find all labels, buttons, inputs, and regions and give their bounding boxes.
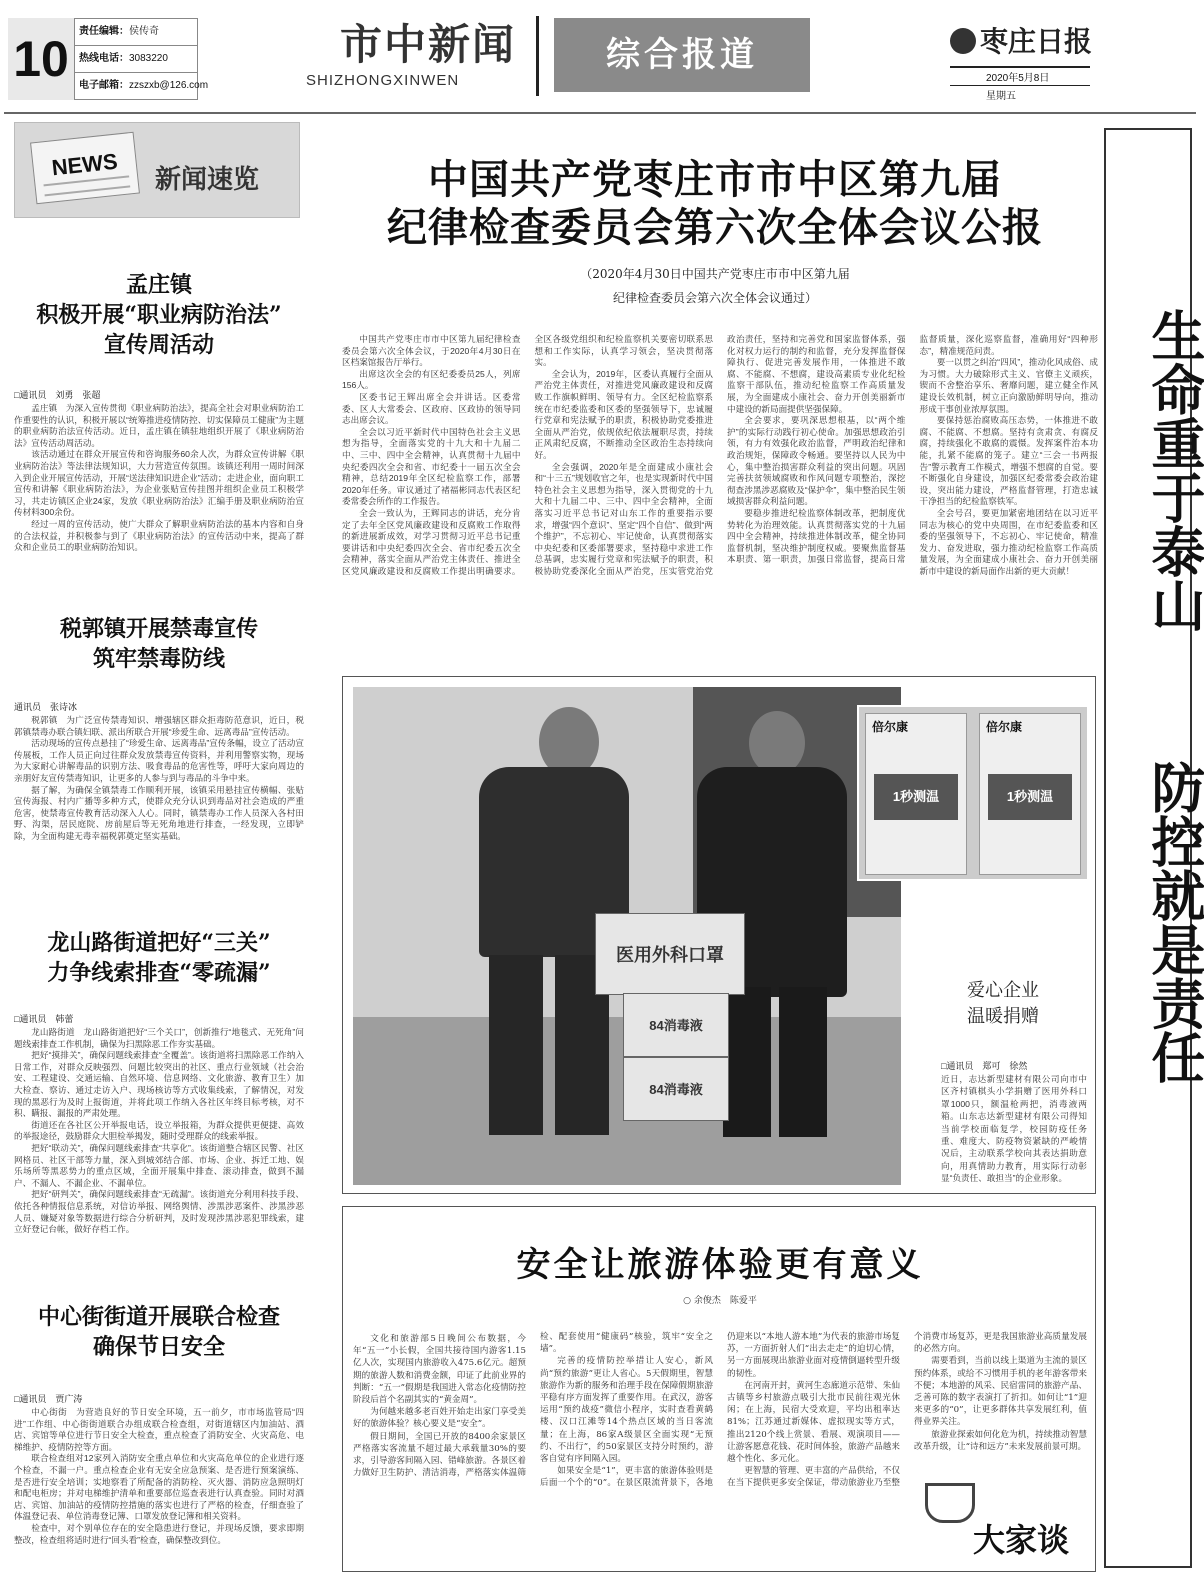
news-badge: NEWS [50, 148, 119, 181]
paragraph: 龙山路街道 龙山路街道把好“三个关口”，创新推行“地毯式、无死角”问题线索排查工作机制，确保为扫黑除恶工作夯实基础。 [14, 1027, 304, 1049]
editor-info-box [74, 18, 209, 100]
photo-caption-body: 近日，志达新型建材有限公司向市中区齐村镇棋头小学捐赠了医用外科口罩1000只，额温枪两把，消毒液两箱。山东志达新型建材有限公司得知当前学校面临复学，校园防疫任务重、难度大、防疫物资紧缺的严峻情况后，主动联系学校向其表达捐助意向，用真情助力教育，用实际行动彰显“负责任、敢担当”的企业形象。 [941, 1074, 1087, 1184]
editor-name: 侯传奇 [129, 26, 159, 37]
slogan-life: 生命重于泰山 [1144, 308, 1204, 632]
paragraph: 活动现场的宣传点悬挂了“珍爱生命、远离毒品”宣传条幅，设立了活动宣传展板，工作人员正向过往群众发放禁毒宣传资料，并利用警察实物，现场为大家耐心讲解毒品的识别方法、吸食毒品的危害性等，呼吁大家向周边的亲朋好友宣传禁毒知识，让更多的人参与到与毒品的斗争中来。 [14, 738, 304, 783]
paragraph: 中国共产党枣庄市市中区第九届纪律检查委员会第六次全体会议，于2020年4月30日在区档案馆报告厅举行。 [342, 334, 521, 368]
news-banner [14, 122, 300, 218]
paragraph: 全会一致认为，王辉同志的讲话，充分肯定了去年全区党风廉政建设和反腐败工作取得的新进展新成效，对学习贯彻习近平总书记重要讲话和中央纪委四次全会、省市纪委五次全会精神，落实全面从严治党主体责任、推进全区党风廉政建设和反腐败工作提出明确要求。全区各级党组织和纪检监察机关要密切联系思想和工作实际，认真学习领会，坚决贯彻落实。 [342, 334, 713, 576]
person-right-head [749, 711, 805, 775]
photo-feature [342, 676, 1096, 1194]
caption-title-line: 温暖捐赠 [967, 1006, 1039, 1026]
left-column [6, 118, 308, 1574]
title-line: 积极开展“职业病防治法” [36, 302, 282, 328]
article-byline: □通讯员 韩蕾 [14, 1014, 74, 1024]
globe-icon [950, 28, 976, 54]
slogan-prevention: 防控就是责任 [1144, 760, 1204, 1084]
paragraph: 把好“摸排关”，确保问题线索排查“全覆盖”。该街道将扫黑除恶工作纳入日常工作，对群众反映强烈、问题比较突出的社区、重点行业领域（社会治安、工程建设、交通运输、自然环境、信息网络、文化旅游、教育卫生）加大检查、察访、通过走访入户、现场核访等方式收集线索，了解情况，对发现的黑恶行为及时上报街道，并将此项工作纳入各社区年终目标考核，对不积、瞒报、漏报的严肃处理。 [14, 1050, 304, 1119]
thermometer-box [865, 713, 967, 875]
title-line: 龙山路街道把好“三关” [47, 930, 271, 956]
date-box [950, 66, 1090, 102]
paragraph: 完善的疫情防控举措让人安心，新风尚“预约旅游”更让人省心。5天假期里，智慧旅游作为新的服务和治理手段在保障假期旅游平稳有序方面发挥了重要作用。在武汉，游客运用“预约战疫”微信小程序，实时查看黄鹤楼、汉口江滩等14个热点区域的当日客流量；在上海，86家A级景区全面实现“无预约、不出行”，约50家景区支持分时预约，游客自觉有序间隔入园。 [540, 1356, 713, 1465]
main-subtitle [480, 262, 950, 310]
headline-line: 纪律检查委员会第六次全体会议公报 [387, 206, 1043, 250]
article-body [14, 403, 304, 553]
paragraph: 中心街街 为营造良好的节日安全环境，五一前夕，市市场监管局“四进”工作组、中心街街道联合办组成联合检查组，对街道辖区内加油站、酒店、宾馆等单位进行节日安全大检查，重点检查了消防安全、火灾高危、电梯维护、疫情防控等方面。 [14, 1407, 304, 1452]
paragraph: 要稳步推进纪检监察体制改革，把制度优势转化为治理效能。认真贯彻落实党的十九届四中全会精神，持续推进体制改革，健全协同监督机制，坚决维护制度权威。要聚焦监督基本职责、第一职责，加强日常监督，提高日常监督质量，深化巡察监督，准确用好“四种形态”，精准规范问责。 [727, 334, 1098, 565]
tourism-title: 安全让旅游体验更有意义 [516, 1245, 924, 1285]
paragraph: 旅游业探索如何化危为机，持续推动智慧改革升级，让“诗和远方”未来发展前景可期。 [914, 1429, 1087, 1452]
article-longshanlu [14, 928, 304, 1259]
newspaper-icon [30, 132, 140, 205]
article-shuiguo [14, 614, 304, 881]
paragraph: 更智慧的管理、更丰富的产品供给，不仅在当下提供更多安全保证，带动旅游业乃至整个消费市场复苏，更是我国旅游业高质量发展的必然方向。 [727, 1332, 1087, 1489]
title-line: 筑牢禁毒防线 [92, 646, 225, 672]
tourism-article [342, 1206, 1096, 1572]
paragraph: 区委书记王辉出席全会并讲话。区委常委、区人大常委会、区政府、区政协的领导同志出席会议。 [342, 391, 521, 426]
photo-caption-title [943, 977, 1063, 1029]
paragraph: 在河南开封，黄河生态廊道示范带、朱仙古镇等乡村旅游点吸引大批市民前往观光休闲；在上海，民宿大受欢迎，平均出租率达81%；江苏通过新媒体、虚拟现实等方式，推出2120个线上赏景、看展、观演项目——让游客愿意花钱、花时间体验，旅游产品越来越个性化、多元化。 [727, 1380, 900, 1465]
paragraph: 出席这次全会的有区纪委委员25人，列席156人。 [342, 368, 521, 391]
main-article-body [342, 334, 1098, 656]
donation-photo [353, 687, 901, 1185]
section-title-cn: 市中新闻 [340, 20, 517, 69]
article-title [14, 928, 304, 988]
paragraph: 把好“联动关”，确保问题线索排查“共享化”。该街道整合辖区民警、社区网格员、社区干部等力量，深入到城郊结合部、市场、企业、拆迁工地、娱乐场所等黑恶势力的重点区域，全面开展集中排查、滚动排查，做到不漏户、不漏人、不漏企业、不漏单位。 [14, 1142, 304, 1188]
thermometer-brand: 倍尔康 [872, 720, 909, 734]
paragraph: 把好“研判关”，确保问题线索排查“无疏漏”。该街道充分利用科技手段、依托各种情报信息系统，对信访举报、网络舆情、涉黑涉恶案件、涉黑涉恶人员、嫌疑对象等数据进行综合分析研判，及时发现涉黑涉恶犯罪线索，建立好登记台帐，做好存档工作。 [14, 1189, 304, 1235]
column-title: 综合报道 [554, 18, 810, 92]
paragraph: 全会认为，2019年，区委认真履行全面从严治党主体责任，对推进党风廉政建设和反腐败工作旗帜鲜明、领导有力。全区纪检监察系统在市纪委监委和区委的坚强领导下，忠诚履行党章和宪法赋予的职责，积极协助党委推进全面从严治党，依规依纪依法履职尽责，持续正风肃纪反腐，不断推动全区政治生态持续向好。 [534, 368, 713, 460]
masthead-divider [536, 16, 539, 96]
paragraph: 为何越来越多老百姓开始走出家门享受美好的旅游体验？核心要义是“安全”。 [353, 1407, 526, 1430]
photo-caption-byline: □通讯员 郑可 徐然 [941, 1061, 1028, 1071]
title-line: 宣传周活动 [103, 332, 214, 358]
issue-date: 2020年5月8日 [950, 66, 1090, 86]
paragraph: 检查中，对个别单位存在的安全隐患进行登记，并现场反馈，要求即期整改，检查组将适时进行“回头看”检查，确保整改到位。 [14, 1522, 304, 1545]
subtitle-line: （2020年4月30日中国共产党枣庄市市中区第九届 [580, 267, 850, 281]
email-label: 电子邮箱： [79, 80, 129, 91]
thermometer-brand: 倍尔康 [986, 720, 1023, 734]
paragraph: 假日期间，全国已开放的8400余家景区严格落实客流量不超过最大承载量30%的要求，引导游客间隔入园、错峰旅游。各景区着力做好卫生防护、清洁消毒，严格落实体温筛检、配套使用“健康码”核验，筑牢“安全之墙”。 [353, 1332, 713, 1479]
thermometer-box [979, 713, 1081, 875]
paragraph: 要一以贯之纠治“四风”，推动化风成俗、成为习惯。大力破除形式主义、官僚主义顽疾，锲而不舍整治享乐、奢靡问题，建立健全作风建设长效机制，树立正向激励鲜明导向，推动形成干事创业浓厚氛围。 [919, 357, 1098, 414]
article-body [14, 1407, 304, 1575]
paragraph: 需要看到，当前以线上渠道为主流的景区预约体系，或给不习惯用手机的老年游客带来不便；本地游的风采、民宿雷同的旅游产品、乏善可陈的数字表演打了折扣。如何让“1”迎来更多的“0”，让更多群体共享发展红利，值得业界关注。 [914, 1356, 1087, 1428]
paragraph: 街道还在各社区公开举报电话，设立举报箱，为群众提供更便捷、高效的举报途径，鼓励群众大胆检举揭发，随时受理群众的线索举报。 [14, 1119, 304, 1142]
tourism-byline: ○ 余俊杰 陈爱平 [683, 1296, 757, 1306]
person-left-leg [489, 955, 543, 1135]
title-line: 力争线索排查“零疏漏” [47, 960, 271, 986]
article-title [14, 1302, 304, 1362]
paragraph: 要保持惩治腐败高压态势，一体推进不敢腐、不能腐、不想腐。坚持有贪肃贪、有腐反腐，持续强化不敢腐的震慑。发挥案件治本功能，扎紧不能腐的笼子。建立“三会一书两报告”警示教育工作模式，增强不想腐的自觉。要不断强化自身建设，加强区纪委常委会政治建设，突出能力建设，严格监督管理，打造忠诚干净担当的纪检监察铁军。 [919, 415, 1098, 507]
issue-weekday: 星期五 [986, 91, 1016, 102]
paper-name: 枣庄日报 [980, 25, 1093, 58]
article-zhongxinjie [14, 1302, 304, 1575]
news-banner-label: 新闻速览 [155, 165, 260, 195]
thermometer-badge: 1秒测温 [874, 774, 958, 820]
hotline-row [75, 46, 197, 73]
right-slogan-banner [1104, 128, 1204, 1568]
hotline-label: 热线电话： [79, 53, 129, 64]
article-byline: □通讯员 贾广涛 [14, 1394, 83, 1404]
headline-line: 中国共产党枣庄市市中区第九届 [428, 158, 1002, 202]
dajia-tan-label: 大家谈 [973, 1522, 1070, 1558]
paragraph: 全会强调，2020年是全面建成小康社会和“十三五”规划收官之年，也是实现新时代中国特色社会主义思想为指导，深入贯彻党的十九大和十九届二中、三中、四中全会精神，全面落实习近平总书记对山东工作的重要指示要求，增强“四个意识”、坚定“四个自信”、做到“两个维护”，不忘初心、牢记使命，认真贯彻落实中央纪委和区委部署要求，坚持稳中求进工作总基调，忠实履行党章和宪法赋予的职责，积极协助党委深化全面从严治党，压实管党治党政治责任，坚持和完善党和国家监督体系，强化对权力运行的制约和监督，充分发挥监督保障执行、促进完善发展作用，一体推进不敢腐、不能腐、不想腐，建设高素质专业化纪检监察干部队伍，推动纪检监察工作高质量发展，为全面建成小康社会、奋力开创美丽新市中建设的新局面提供坚强保障。 [534, 334, 906, 576]
title-line: 孟庄镇 [125, 272, 192, 298]
paragraph: 孟庄镇 为深入宣传贯彻《职业病防治法》，提高全社会对职业病防治工作重要性的认识，积极开展以“统筹推进疫情防控、切实保障员工健康”为主题的职业病防治法宣传活动。近日，孟庄镇在镇驻地组织开展了《职业病防治法》宣传活动周活动。 [14, 403, 304, 448]
person-right-leg [779, 987, 827, 1137]
dajia-tan-corner [925, 1453, 1085, 1563]
paragraph: 该活动通过在群众开展宣传和咨询服务60余人次，为群众宣传讲解《职业病防治法》等法律法规知识，大力营造宣传氛围。该镇还利用一周时间深入到企业开展宣传活动，开展“送法律知识进企业”活动；走进企业，面向职工宣传和讲解《职业病防治法》，为企业张贴宣传挂图并组织企业员工积极学习，共走访镇区企业24家，发放《职业病防治法》汇编手册及职业病防治宣传材料300余份。 [14, 449, 304, 518]
thermometer-badge: 1秒测温 [988, 774, 1072, 820]
masthead [0, 0, 1200, 104]
article-body [14, 1027, 304, 1259]
paragraph: 全会以习近平新时代中国特色社会主义思想为指导，全面落实党的十九大和十九届二中、三中、四中全会精神，认真贯彻十九届中央纪委四次全会和省、市纪委十一届五次全会精神，总结2019年全区纪检监察工作，部署2020年任务。审议通过了褚福彬同志代表区纪委常委会所作的工作报告。 [342, 426, 521, 507]
caption-title-line: 爱心企业 [967, 980, 1039, 1000]
title-line: 中心街街道开展联合检查 [37, 1304, 280, 1330]
paragraph: 如果安全是“1”，更丰富的旅游体验则是后面一个个的“0”。在景区限流背景下，各地仍迎来以“本地人游本地”为代表的旅游市场复苏，一方面折射人们“出去走走”的迫切心情，另一方面展现出旅游业面对疫情倒逼转型升级的韧性。 [540, 1332, 900, 1489]
paragraph: 联合检查组对12家列入消防安全重点单位和火灾高危单位的企业进行逐个检查，不漏一户。重点检查企业有无安全应急预案、是否进行预案演练、是否进行安全培训；实地察看了所配备的消防栓、灭火器、消防应急照明灯和配电柜房；并对电梯维护清单和重要部位巡查表进行认真查验。同时对酒店、宾馆、加油站的疫情防控措施的落实也进行了严格的检查，仔细查验了体温登记表、单位消毒登记簿、口罩发放登记簿和相关资料。 [14, 1453, 304, 1522]
section-title-en: SHIZHONGXINWEN [306, 72, 460, 89]
paragraph: 文化和旅游部5日晚间公布数据，今年“五一”小长假，全国共接待国内游客1.15亿人次，实现国内旅游收入475.6亿元。超预期的旅游人数和消费金额，印证了此前业界的判断：“五一”假期是我国进入常态化疫情防控阶段后首个名副其实的“黄金周”。 [353, 1334, 526, 1406]
paragraph: 税郭镇 为广泛宣传禁毒知识、增强辖区群众拒毒防范意识，近日，税郭镇禁毒办联合镇妇联、派出所联合开展“珍爱生命、远离毒品”宣传活动。 [14, 715, 304, 737]
mask-box: 医用外科口罩 [595, 913, 745, 995]
disinfectant-box: 84消毒液 [623, 993, 729, 1057]
person-right-leg [723, 987, 771, 1137]
subtitle-line: 纪律检查委员会第六次全体会议通过） [612, 291, 817, 305]
paragraph: 据了解，为确保全镇禁毒工作顺利开展，该镇采用悬挂宣传横幅、张贴宣传海报、村内广播等多种方式，使群众充分认识到毒品对社会造成的严重危害，使禁毒宣传教育活动深入人心。同时，镇禁毒办工作人员深入各村田野、沟渠，居民庭院、房前屋后等无死角地进行排查，一经发现，立即铲除，为全面构建无毒幸福税郭奠定坚实基础。 [14, 784, 304, 841]
article-title [14, 270, 304, 360]
tea-cup-icon [925, 1483, 975, 1523]
editor-label: 责任编辑： [79, 26, 129, 37]
title-line: 税郭镇开展禁毒宣传 [59, 616, 258, 642]
hotline-number: 3083220 [129, 53, 168, 64]
paragraph: 全会号召，要更加紧密地团结在以习近平同志为核心的党中央周围，在市纪委监委和区委的坚强领导下，不忘初心、牢记使命，精准发力、奋发进取，强力推动纪检监察工作高质量发展，为全面建成小康社会、奋力开创美丽新市中建设的新局面作出新的更大贡献！ [919, 507, 1098, 576]
article-mengzhuang [14, 270, 304, 553]
editor-row [75, 19, 197, 46]
disinfectant-box: 84消毒液 [623, 1057, 729, 1121]
thermometer-inset-photo [857, 705, 1089, 881]
main-headline [330, 156, 1100, 252]
paragraph: 经过一周的宣传活动，使广大群众了解职业病防治法的基本内容和自身的合法权益，并积极参与到了《职业病防治法》的宣传活动中来，提高了群众和企业员工的职业病防治知识。 [14, 518, 304, 553]
article-title [14, 614, 304, 674]
page-number: 10 [8, 18, 74, 100]
article-byline: 通讯员 张诗冰 [14, 702, 78, 712]
email-row [75, 73, 209, 100]
paper-logo [950, 20, 1092, 60]
title-line: 确保节日安全 [92, 1334, 225, 1360]
article-body [14, 715, 304, 881]
top-rule [4, 112, 1196, 114]
email-address: zzszxb@126.com [129, 80, 209, 91]
article-byline: □通讯员 刘勇 张超 [14, 390, 101, 400]
paragraph: 全会要求，要巩深思想根基，以“两个维护”的实际行动践行初心使命。加强思想政治引领，有力有效强化政治监督，严明政治纪律和政治规矩，保障政令畅通。要坚持以人民为中心，集中整治损害群众利益的突出问题。巩固完善扶贫领域腐败和作风问题专项整治，深挖彻查涉黑涉恶腐败及“保护伞”，集中整治民生领域损害群众利益问题。 [727, 415, 906, 507]
